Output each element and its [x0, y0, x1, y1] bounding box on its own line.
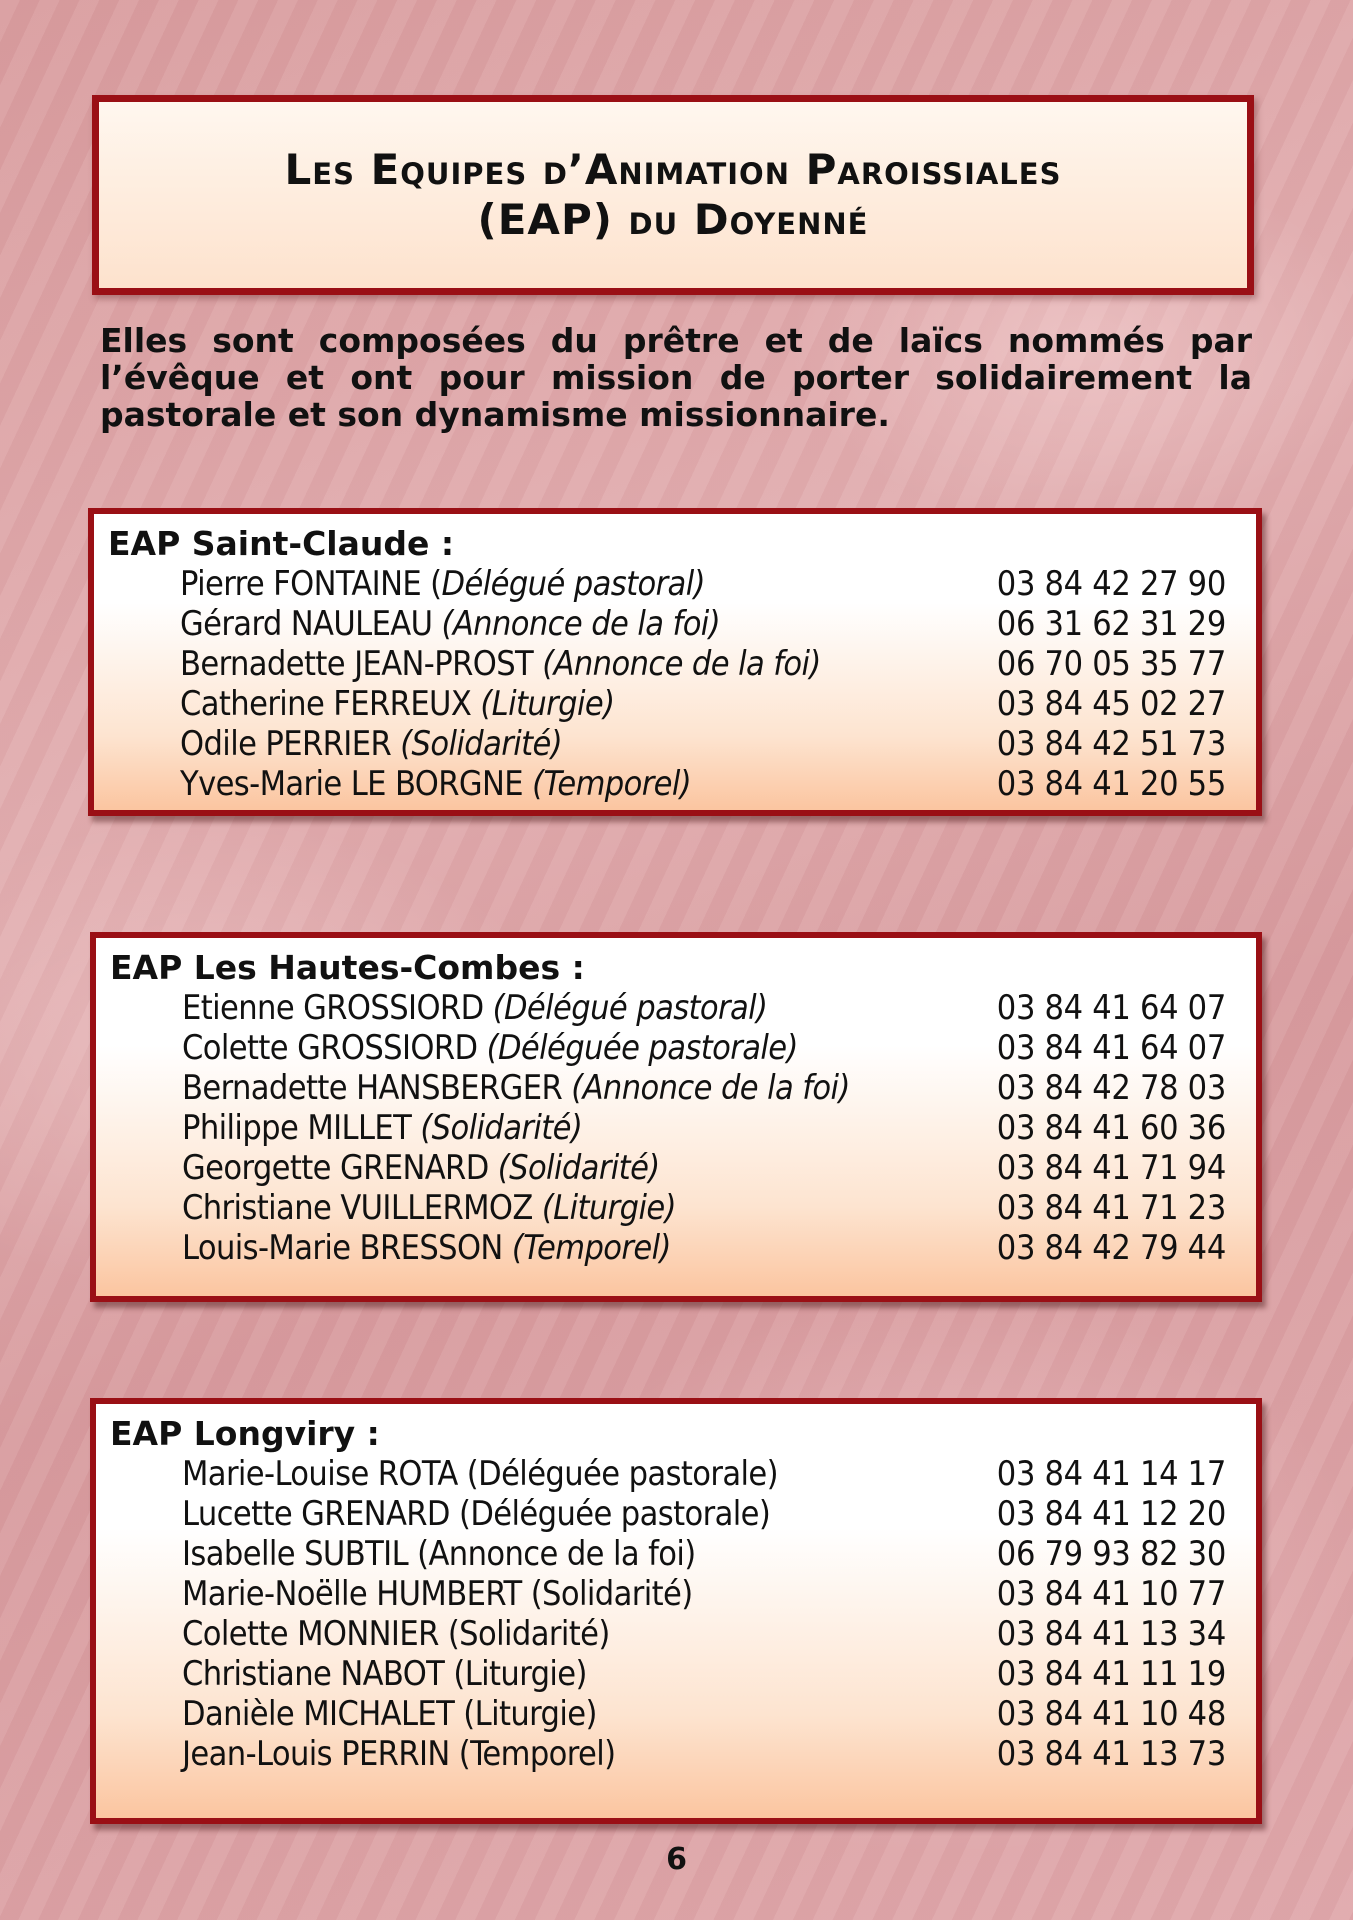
page-number: 6 — [666, 1842, 687, 1877]
member-name: Etienne GROSSIORD — [182, 988, 493, 1028]
member-name-role: Marie-Louise ROTA (Déléguée pastorale) — [182, 1454, 778, 1494]
member-phone: 03 84 41 64 07 — [996, 1028, 1226, 1068]
member-role: (Annonce de la foi) — [571, 1068, 850, 1108]
member-phone: 03 84 42 51 73 — [996, 724, 1226, 764]
member-role: (Délégué pastoral) — [492, 988, 768, 1028]
member-row — [110, 1068, 1226, 1108]
member-name-role — [180, 604, 720, 644]
member-role: (Solidarité) — [420, 1108, 583, 1148]
member-row — [108, 604, 1226, 644]
member-role: (Annonce de la foi) — [542, 644, 821, 684]
member-name: Christiane VUILLERMOZ — [182, 1188, 542, 1228]
member-name-role: Christiane NABOT (Liturgie) — [182, 1654, 587, 1694]
member-row — [108, 644, 1226, 684]
eap-box-saint-claude — [88, 508, 1262, 816]
member-phone: 06 79 93 82 30 — [996, 1534, 1226, 1574]
member-name-role: Lucette GRENARD (Déléguée pastorale) — [182, 1494, 771, 1534]
member-phone: 03 84 42 79 44 — [996, 1228, 1226, 1268]
member-row — [110, 1494, 1226, 1534]
member-row — [110, 1694, 1226, 1734]
member-name-role — [180, 724, 562, 764]
member-phone: 03 84 45 02 27 — [996, 684, 1226, 724]
member-name-role — [182, 1068, 850, 1108]
member-phone: 03 84 41 60 36 — [996, 1108, 1226, 1148]
member-name-role — [180, 684, 614, 724]
member-phone: 03 84 41 64 07 — [996, 988, 1226, 1028]
member-role: (Déléguée pastorale) — [486, 1028, 798, 1068]
page-title-line-2: (EAP) du Doyenné — [477, 195, 869, 244]
member-row — [110, 1574, 1226, 1614]
member-name-role — [180, 564, 705, 604]
member-row — [110, 1534, 1226, 1574]
member-name-role — [182, 1108, 582, 1148]
member-name-role — [182, 1148, 660, 1188]
member-phone: 03 84 42 27 90 — [996, 564, 1226, 604]
intro-paragraph: Elles sont composées du prêtre et de laïcs nommés par l’évêque et ont pour mission de porter solidairement la pastorale et son dynamisme missionnaire. — [100, 321, 1252, 434]
member-phone: 03 84 41 14 17 — [996, 1454, 1226, 1494]
member-phone: 03 84 41 12 20 — [996, 1494, 1226, 1534]
member-name: Catherine FERREUX — [180, 684, 481, 724]
member-name-role — [182, 1188, 676, 1228]
member-name-role — [180, 764, 691, 804]
member-name-role: Colette MONNIER (Solidarité) — [182, 1614, 610, 1654]
member-row — [108, 764, 1226, 804]
eap-heading-hautes-combes: EAP Les Hautes-Combes : — [110, 948, 585, 987]
eap-box-longviry — [90, 1398, 1262, 1824]
member-phone: 03 84 41 71 23 — [996, 1188, 1226, 1228]
member-phone: 06 31 62 31 29 — [996, 604, 1226, 644]
page-title-line-1: Les Equipes d’Animation Paroissiales — [284, 145, 1062, 194]
member-role: (Temporel) — [532, 764, 692, 804]
member-role: (Liturgie) — [480, 684, 615, 724]
title-box — [92, 95, 1254, 295]
member-row — [110, 988, 1226, 1028]
member-row — [110, 1148, 1226, 1188]
member-phone: 03 84 41 11 19 — [996, 1654, 1226, 1694]
member-row — [110, 1228, 1226, 1268]
member-role: (Annonce de la foi) — [441, 604, 721, 644]
member-phone: 03 84 41 13 73 — [996, 1734, 1226, 1774]
member-row — [110, 1654, 1226, 1694]
eap-box-hautes-combes — [90, 932, 1262, 1302]
member-row — [110, 1108, 1226, 1148]
member-name: Bernadette HANSBERGER — [182, 1068, 572, 1108]
member-name-role — [182, 1228, 671, 1268]
eap-heading-longviry: EAP Longviry : — [110, 1414, 380, 1453]
member-row — [110, 1454, 1226, 1494]
member-row — [110, 1734, 1226, 1774]
member-name-role: Isabelle SUBTIL (Annonce de la foi) — [182, 1534, 696, 1574]
member-name: Colette GROSSIORD — [182, 1028, 487, 1068]
member-name: Louis-Marie BRESSON — [182, 1228, 512, 1268]
member-name-role — [182, 1028, 798, 1068]
eap-heading-saint-claude: EAP Saint-Claude : — [108, 524, 455, 563]
member-row — [110, 1028, 1226, 1068]
member-name-role: Danièle MICHALET (Liturgie) — [182, 1694, 597, 1734]
member-name: Gérard NAULEAU — [180, 604, 442, 644]
member-phone: 03 84 41 10 77 — [996, 1574, 1226, 1614]
member-row — [110, 1614, 1226, 1654]
member-name-role — [180, 644, 821, 684]
member-role: Délégué pastoral) — [441, 564, 705, 604]
member-row — [108, 724, 1226, 764]
member-name: Philippe MILLET — [182, 1108, 421, 1148]
member-name: Bernadette JEAN-PROST — [180, 644, 543, 684]
member-name: Georgette GRENARD — [182, 1148, 498, 1188]
member-role: (Solidarité) — [400, 724, 563, 764]
member-phone: 06 70 05 35 77 — [996, 644, 1226, 684]
member-name-role: Jean-Louis PERRIN (Temporel) — [182, 1734, 616, 1774]
member-phone: 03 84 41 20 55 — [996, 764, 1226, 804]
member-name: Yves-Marie LE BORGNE — [180, 764, 533, 804]
member-name: Pierre FONTAINE ( — [180, 564, 442, 604]
member-phone: 03 84 41 71 94 — [996, 1148, 1226, 1188]
member-role: (Liturgie) — [541, 1188, 676, 1228]
member-role: (Temporel) — [511, 1228, 671, 1268]
member-phone: 03 84 41 10 48 — [996, 1694, 1226, 1734]
member-name-role: Marie-Noëlle HUMBERT (Solidarité) — [182, 1574, 693, 1614]
member-row — [108, 564, 1226, 604]
member-row — [110, 1188, 1226, 1228]
member-role: (Solidarité) — [497, 1148, 660, 1188]
member-phone: 03 84 42 78 03 — [996, 1068, 1226, 1108]
member-name: Odile PERRIER — [180, 724, 401, 764]
member-row — [108, 684, 1226, 724]
member-phone: 03 84 41 13 34 — [996, 1614, 1226, 1654]
member-name-role — [182, 988, 767, 1028]
